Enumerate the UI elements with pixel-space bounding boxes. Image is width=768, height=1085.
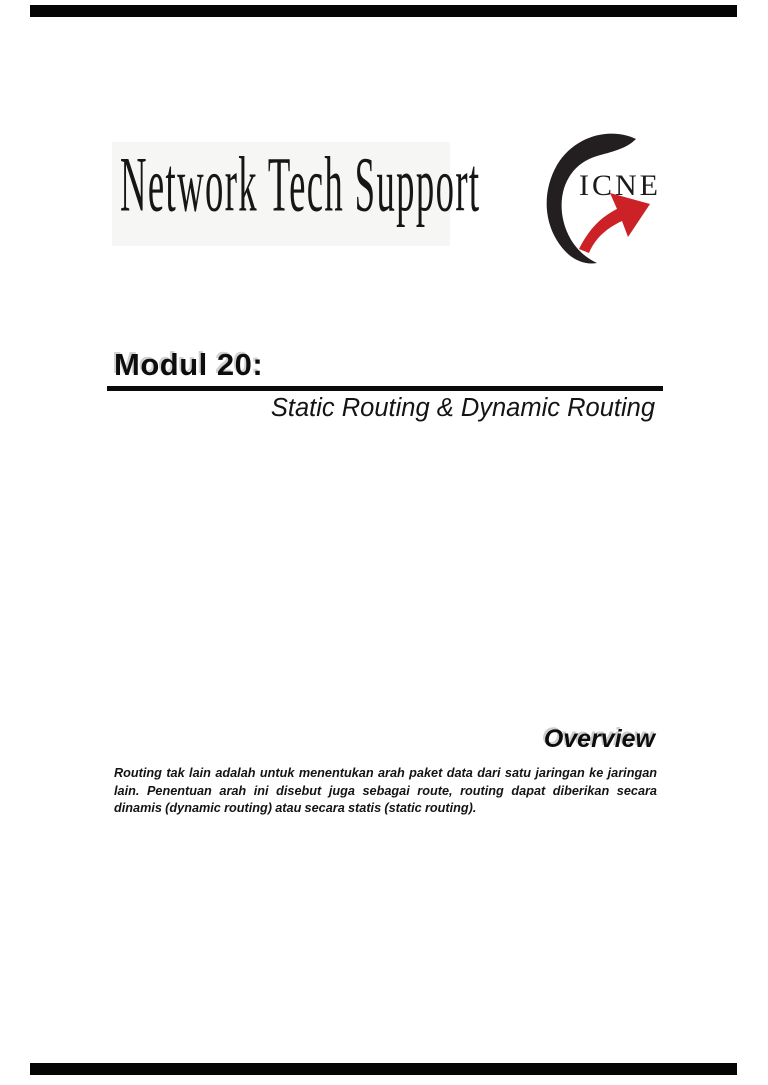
overview-paragraph: [114, 765, 657, 818]
top-rule-bar: [30, 5, 737, 17]
title-underline: [107, 386, 663, 391]
module-title: Modul 20:: [114, 347, 264, 382]
paragraph-line-1: Routing tak lain adalah untuk menentukan arah paket data dari satu jaringan ke jaringan: [114, 766, 657, 780]
bottom-rule-bar: [30, 1063, 737, 1075]
module-subtitle: Static Routing & Dynamic Routing: [270, 394, 655, 422]
paragraph-line-3: dinamis (dynamic routing) atau secara statis (static routing).: [114, 801, 477, 815]
icne-logo: [533, 127, 673, 267]
icne-logo-text: ICNE: [579, 169, 661, 202]
paragraph-line-2: lain. Penentuan arah ini disebut juga sebagai route, routing dapat diberikan secara: [114, 783, 657, 798]
overview-heading: Overview: [543, 725, 655, 753]
icne-arrow-icon: [579, 193, 650, 253]
brand-wordmark: Network Tech Support: [120, 140, 481, 228]
brand-backdrop: [112, 140, 481, 246]
